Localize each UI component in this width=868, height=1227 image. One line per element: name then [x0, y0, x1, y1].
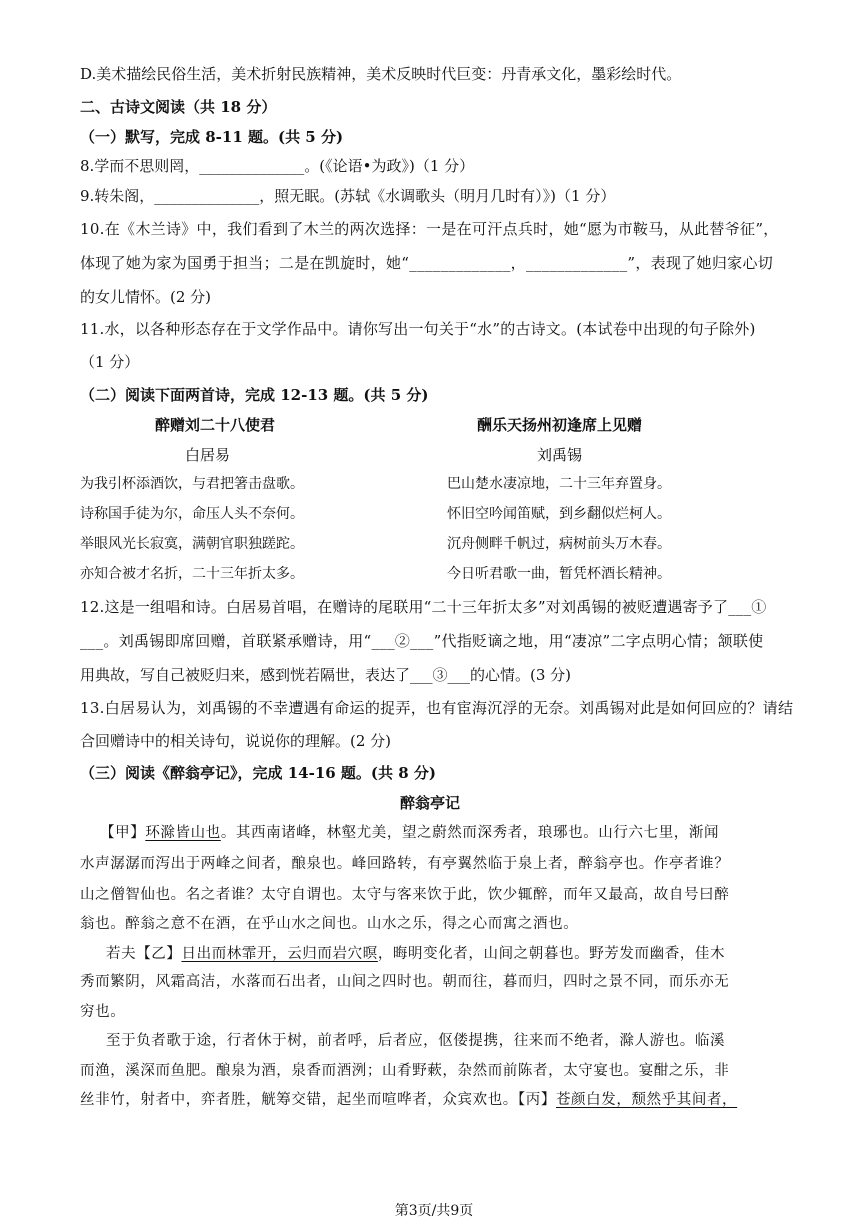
essay-text: 丝非竹，射者中，弈者胜，觥筹交错，起坐而喧哗者，众宾欢也。【丙】: [80, 1092, 556, 1108]
question-9: 9.转朱阁，______________，照无眠。(苏轼《水调歌头（明月几时有）》)（1 分）: [80, 187, 616, 205]
poem-left-author: 白居易: [185, 446, 231, 464]
question-8: 8.学而不思则罔，______________。(《论语•为政》)（1 分）: [80, 157, 475, 175]
essay-paragraph-2-line-2: 秀而繁阴，风霜高洁，水落而石出者，山间之四时也。朝而往，暮而归，四时之景不同，而乐亦无: [80, 974, 730, 990]
poem-right-line: 今日听君歌一曲，暂凭杯酒长精神。: [447, 566, 671, 582]
essay-paragraph-1-line-2: 水声潺潺而泻出于两峰之间者，酿泉也。峰回路转，有亭翼然临于泉上者，醉翁亭也。作亭者谁？: [80, 856, 730, 872]
poem-left-line: 诗称国手徒为尔，命压人头不奈何。: [80, 506, 304, 522]
question-10-line-1: 10.在《木兰诗》中，我们看到了木兰的两次选择：一是在可汗点兵时，她“愿为市鞍马，从此替爷征”，: [80, 220, 779, 238]
poem-right-line: 沉舟侧畔千帆过，病树前头万木春。: [447, 536, 671, 552]
question-11-line-1: 11.水，以各种形态存在于文学作品中。请你写出一句关于“水”的古诗文。(本试卷中出现的句子除外): [80, 320, 756, 338]
poem-left-line: 举眼风光长寂寞，满朝官职独蹉跎。: [80, 536, 304, 552]
question-13-line-1: 13.白居易认为，刘禹锡的不幸遭遇有命运的捉弄，也有宦海沉浮的无奈。刘禹锡对此是如何回应的？请结: [80, 699, 794, 717]
question-13-line-2: 合回赠诗中的相关诗句，说说你的理解。(2 分): [80, 732, 392, 750]
essay-paragraph-1-line-1: [100, 823, 719, 843]
marker-jia: 【甲】: [100, 825, 146, 841]
poem-left-title: 醉赠刘二十八使君: [155, 416, 276, 434]
question-12-line-1: 12.这是一组唱和诗。白居易首唱，在赠诗的尾联用“二十三年折太多”对刘禹锡的被贬遭遇寄予了___①: [80, 598, 767, 616]
underlined-sentence-yi: 日出而林霏开，云归而岩穴暝: [181, 946, 378, 962]
essay-paragraph-2-line-3: 穷也。: [80, 1004, 126, 1020]
essay-paragraph-1-line-3: 山之僧智仙也。名之者谁？太守自谓也。太守与客来饮于此，饮少辄醉，而年又最高，故自号曰醉: [80, 887, 730, 903]
question-11-line-2: （1 分）: [80, 353, 140, 371]
question-12-line-3: 用典故，写自己被贬归来，感到恍若隔世，表达了___③___的心情。(3 分): [80, 666, 572, 684]
question-10-line-3: 的女儿情怀。(2 分): [80, 288, 212, 306]
marker-yi: 若夫【乙】: [106, 946, 182, 962]
poem-right-line: 怀旧空吟闻笛赋，到乡翻似烂柯人。: [447, 506, 671, 522]
essay-paragraph-3-line-3: [80, 1090, 737, 1110]
essay-paragraph-3-line-1: 至于负者歌于途，行者休于树，前者呼，后者应，伛偻提携，往来而不绝者，滁人游也。临溪: [106, 1033, 726, 1049]
page-footer: 第3页/共9页: [394, 1203, 474, 1219]
underlined-sentence-jia: 环滁皆山也: [145, 825, 221, 841]
question-10-line-2: 体现了她为家为国勇于担当；二是在凯旋时，她“_____________，_____________”，表现了她归家心切: [80, 254, 774, 272]
essay-text: 。其西南诸峰，林壑尤美，望之蔚然而深秀者，琅琊也。山行六七里，渐闻: [220, 825, 720, 841]
essay-paragraph-3-line-2: 而渔，溪深而鱼肥。酿泉为酒，泉香而酒洌；山肴野蔌，杂然而前陈者，太守宴也。宴酣之乐，非: [80, 1063, 730, 1079]
section-heading-classical: 二、古诗文阅读（共 18 分）: [80, 98, 277, 116]
question-12-line-2: ___。刘禹锡即席回赠，首联紧承赠诗，用“___②___”代指贬谪之地，用“凄凉”二字点明心情；颔联使: [80, 632, 764, 650]
essay-paragraph-1-line-4: 翁也。醉翁之意不在酒，在乎山水之间也。山水之乐，得之心而寓之酒也。: [80, 916, 579, 932]
underlined-sentence-bing: 苍颜白发，颓然乎其间者，: [555, 1092, 738, 1108]
subsection-heading-dictation: （一）默写，完成 8-11 题。(共 5 分): [80, 128, 344, 146]
subsection-heading-essay: （三）阅读《醉翁亭记》，完成 14-16 题。(共 8 分): [80, 764, 436, 782]
option-d: D.美术描绘民俗生活，美术折射民族精神，美术反映时代巨变：丹青承文化，墨彩绘时代。: [80, 65, 682, 83]
subsection-heading-poems: （二）阅读下面两首诗，完成 12-13 题。(共 5 分): [80, 386, 429, 404]
essay-title: 醉翁亭记: [400, 794, 461, 812]
poem-left-line: 为我引杯添酒饮，与君把箸击盘歌。: [80, 476, 304, 492]
essay-text: ，晦明变化者，山间之朝暮也。野芳发而幽香，佳木: [377, 946, 726, 962]
essay-paragraph-2-line-1: [106, 944, 725, 964]
poem-right-title: 酬乐天扬州初逢席上见赠: [477, 416, 643, 434]
poem-left-line: 亦知合被才名折，二十三年折太多。: [80, 566, 304, 582]
poem-right-line: 巴山楚水凄凉地，二十三年弃置身。: [447, 476, 671, 492]
poem-right-author: 刘禹锡: [537, 446, 583, 464]
